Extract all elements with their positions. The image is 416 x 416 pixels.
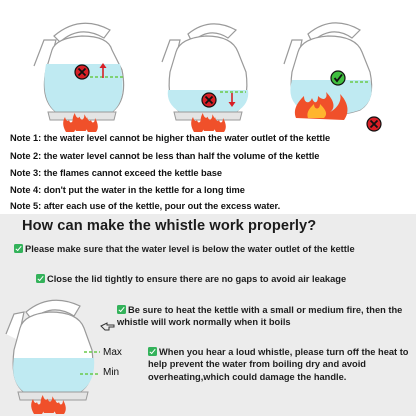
- kettle-illustrations: [0, 0, 416, 132]
- note-5: Note 5: after each use of the kettle, pour out the excess water.: [10, 201, 281, 211]
- tip-text: When you hear a loud whistle, please turn off the heat to help prevent the water from boiling dry and avoid overheating,which could damage the handle.: [148, 347, 409, 382]
- cross-icon: [202, 93, 216, 107]
- panel-title: How can make the whistle work properly?: [22, 218, 317, 234]
- note-4: Note 4: don't put the water in the kettle for a long time: [10, 185, 245, 195]
- tip-text: Close the lid tightly to ensure there are no gaps to avoid air leakage: [47, 274, 347, 284]
- whistle-tips-panel: [0, 214, 416, 416]
- tip-water-level: [14, 243, 414, 255]
- note-2: Note 2: the water level cannot be less than half the volume of the kettle: [10, 151, 320, 161]
- tip-turn-off-heat: [148, 346, 414, 383]
- check-icon: [14, 244, 23, 253]
- min-label: Min: [103, 367, 120, 378]
- tip-text: Please make sure that the water level is below the water outlet of the kettle: [25, 244, 355, 254]
- pointing-hand-icon: [100, 320, 116, 332]
- tip-text: Be sure to heat the kettle with a small or medium fire, then the whistle will work normally when it boils: [117, 305, 403, 328]
- tip-heat-fire: [117, 304, 413, 329]
- kettle-max-min-illustration: [0, 290, 150, 416]
- note-3: Note 3: the flames cannot exceed the kettle base: [10, 168, 223, 178]
- note-1: Note 1: the water level cannot be higher than the water outlet of the kettle: [10, 133, 331, 143]
- check-icon: [36, 274, 45, 283]
- check-circle-icon: [331, 71, 345, 85]
- cross-icon: [367, 117, 381, 131]
- cross-icon: [75, 65, 89, 79]
- max-label: Max: [103, 347, 122, 358]
- tip-close-lid: [36, 273, 416, 285]
